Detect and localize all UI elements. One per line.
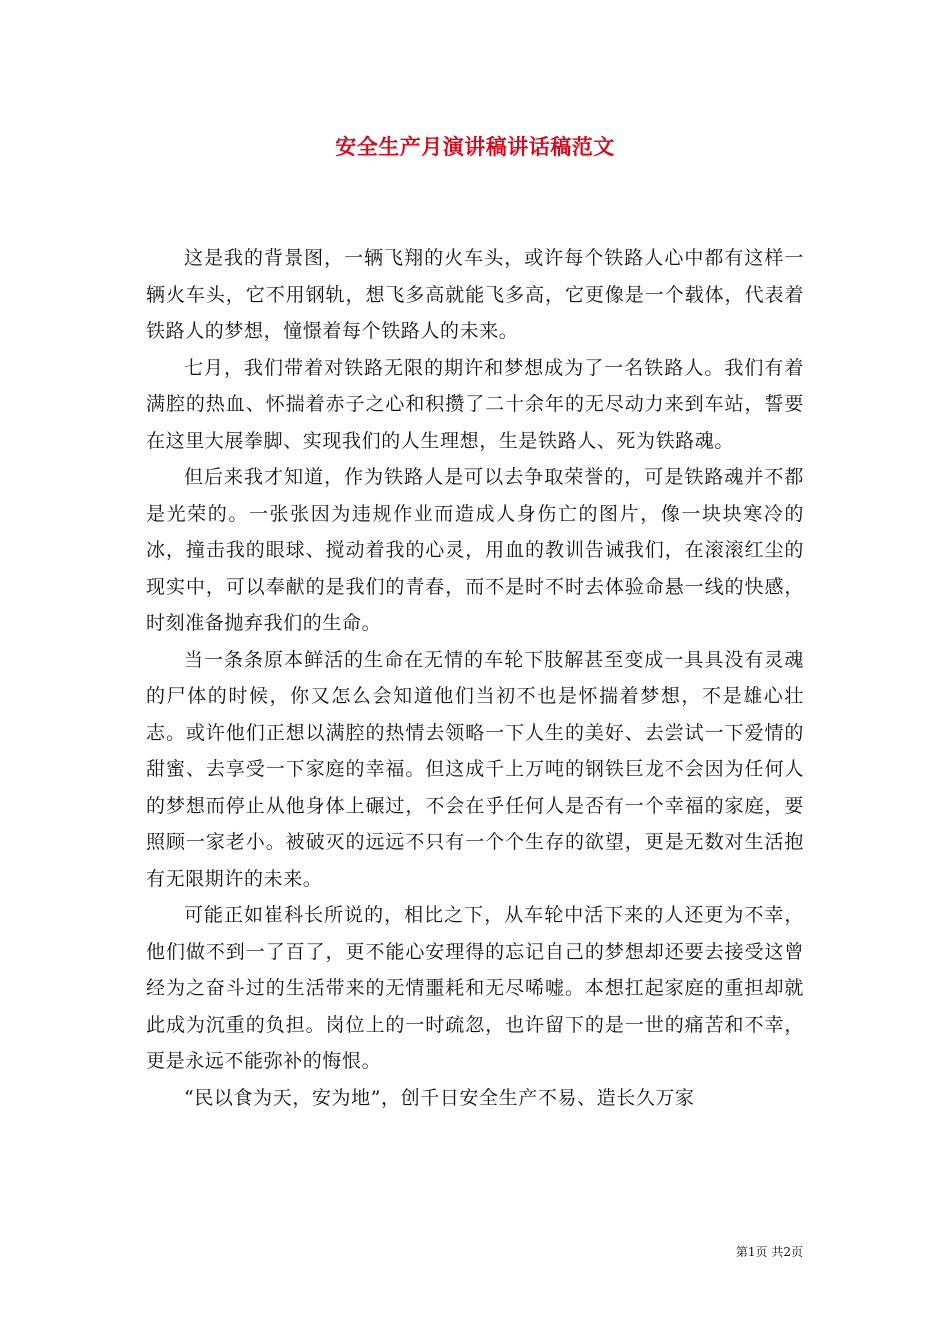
paragraph-5: 可能正如崔科长所说的，相比之下，从车轮中活下来的人还更为不幸，他们做不到一了百了，更不能心安理得的忘记自己的梦想却还要去接受这曾经为之奋斗过的生活带来的无情噩耗和无尽唏嘘。本想扛起家庭的重担却就此成为沉重的负担。岗位上的一时疏忽，也许留下的是一世的痛苦和不幸，更是永远不能弥补的悔恨。: [146, 904, 804, 1072]
page-number-footer: 第1页 共2页: [735, 1245, 803, 1259]
paragraph-4: 当一条条原本鲜活的生命在无情的车轮下肢解甚至变成一具具没有灵魂的尸体的时候，你又怎么会知道他们当初不也是怀揣着梦想，不是雄心壮志。或许他们正想以满腔的热情去领略一下人生的美好、去尝试一下爱情的甜蜜、去享受一下家庭的幸福。但这成千上万吨的钢铁巨龙不会因为任何人的梦想而停止从他身体上碾过，不会在乎任何人是否有一个幸福的家庭，要照顾一家老小。被破灭的远远不只有一个个生存的欲望，更是无数对生活抱有无限期许的未来。: [146, 648, 804, 890]
paragraph-6: “民以食为天，安为地”，创千日安全生产不易、造长久万家: [184, 1086, 695, 1109]
paragraph-3: 但后来我才知道，作为铁路人是可以去争取荣誉的，可是铁路魂并不都是光荣的。一张张因为违规作业而造成人身伤亡的图片，像一块块寒冷的冰，撞击我的眼球、搅动着我的心灵，用血的教训告诫我们，在滚滚红尘的现实中，可以奉献的是我们的青春，而不是时不时去体验命悬一线的快感，时刻准备抛弃我们的生命。: [146, 466, 804, 634]
document-body: [146, 240, 804, 1116]
paragraph-2: 七月，我们带着对铁路无限的期许和梦想成为了一名铁路人。我们有着满腔的热血、怀揣着赤子之心和积攒了二十余年的无尽动力来到车站，誓要在这里大展拳脚、实现我们的人生理想，生是铁路人、死为铁路魂。: [146, 356, 804, 452]
paragraph-1: 这是我的背景图，一辆飞翔的火车头，或许每个铁路人心中都有这样一辆火车头，它不用钢轨，想飞多高就能飞多高，它更像是一个载体，代表着铁路人的梦想，憧憬着每个铁路人的未来。: [146, 247, 804, 342]
document-title: 安全生产月演讲稿讲话稿范文: [335, 134, 615, 159]
